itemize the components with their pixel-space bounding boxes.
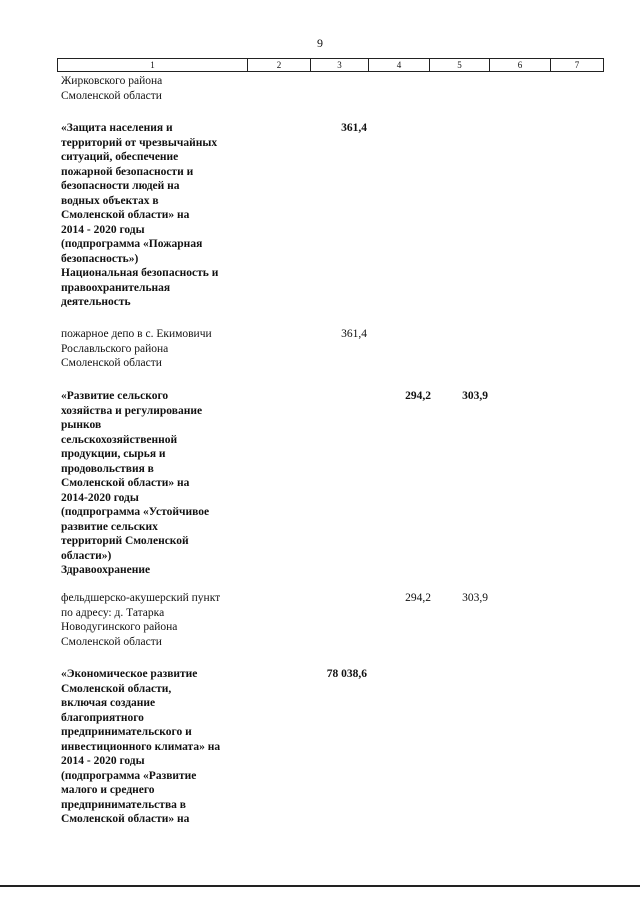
value-col-5: 303,9: [462, 390, 488, 402]
program-name: «Экономическое развитие Смоленской области, включая создание благоприятного предпринимательского и инвестиционного климата» на 2014 - 2020 годы (подпрограмма «Развитие малого и среднего предпринимательства в Смоленской области» на: [61, 668, 221, 825]
object-name: фельдшерско-акушерский пункт по адресу: д. Татарка Новодугинского района Смоленской области: [61, 592, 221, 648]
column-header-6: 6: [490, 59, 551, 71]
column-header-4: 4: [369, 59, 430, 71]
column-header-2: 2: [248, 59, 311, 71]
column-header-5: 5: [430, 59, 490, 71]
column-header-7: 7: [574, 60, 580, 70]
page-bottom-rule: [0, 885, 640, 887]
column-header-1: 1: [58, 59, 248, 71]
row-name: Жирковского района Смоленской области: [61, 75, 163, 102]
column-header-3: 3: [311, 59, 369, 71]
value-col-3: 78 038,6: [326, 668, 367, 680]
value-col-3: 361,4: [341, 328, 367, 340]
value-col-4: 294,2: [405, 390, 431, 402]
program-name: «Защита населения и территорий от чрезвычайных ситуаций, обеспечение пожарной безопасности и безопасности людей на водных объектах в Смоленской области» на 2014 - 2020 годы (подпрограмма «Пожарная безопасность») Национальная безопасность и правоохранительная деятельность: [61, 122, 219, 308]
table-header: [57, 58, 604, 72]
program-name: «Развитие сельского хозяйства и регулирование рынков сельскохозяйственной продукции, сырья и продовольствия в Смоленской области» на 2014-2020 годы (подпрограмма «Устойчивое развитие сельских территорий Смоленской области») Здравоохранение: [61, 390, 210, 576]
value-col-5: 303,9: [462, 592, 488, 604]
value-col-3: 361,4: [341, 122, 367, 134]
page-number: 9: [317, 36, 323, 50]
object-name: пожарное депо в с. Екимовичи Рославльского района Смоленской области: [61, 328, 212, 369]
value-col-4: 294,2: [405, 592, 431, 604]
